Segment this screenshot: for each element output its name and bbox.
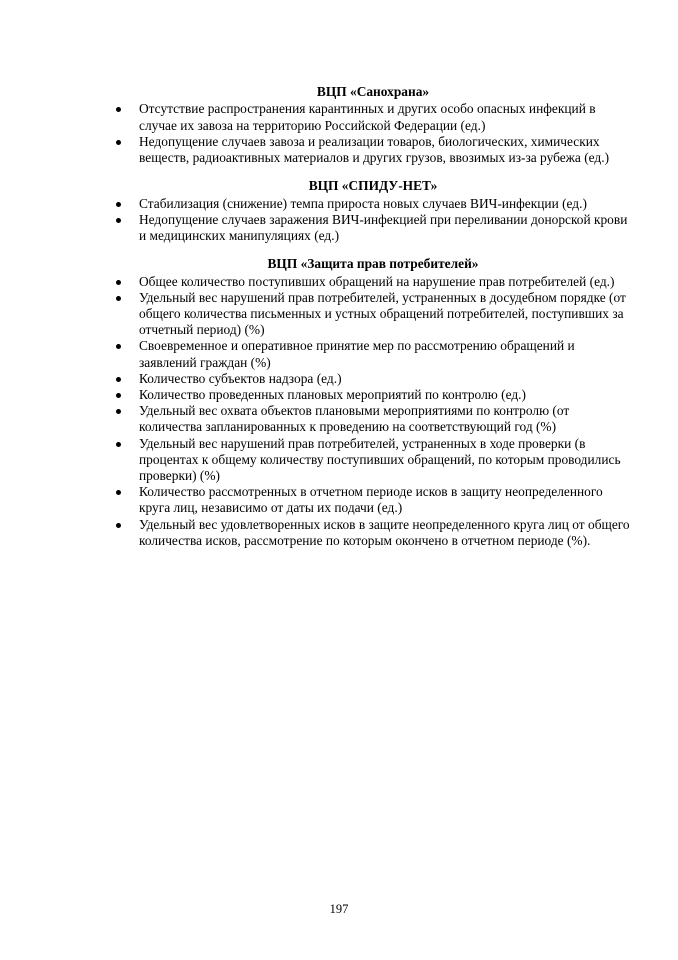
bullet-icon <box>116 377 121 382</box>
document-body <box>113 84 633 561</box>
list-item-text: Удельный вес удовлетворенных исков в защите неопределенного круга лиц от общего количества исков, рассмотрение по которым окончено в отчетном периоде (%). <box>139 516 630 548</box>
bullet-list <box>113 274 633 549</box>
list-item-text: Своевременное и оперативное принятие мер по рассмотрению обращений и заявлений граждан (%) <box>139 338 575 370</box>
list-item-text: Общее количество поступивших обращений на нарушение прав потребителей (ед.) <box>139 273 615 289</box>
list-item <box>113 371 633 387</box>
bullet-icon <box>116 107 121 112</box>
bullet-icon <box>116 409 121 414</box>
list-item <box>113 387 633 403</box>
bullet-list <box>113 196 633 245</box>
list-item <box>113 290 633 339</box>
bullet-icon <box>116 280 121 285</box>
list-item <box>113 134 633 166</box>
section-title: ВЦП «Защита прав потребителей» <box>267 256 479 272</box>
list-item <box>113 403 633 435</box>
list-item <box>113 517 633 549</box>
list-item-text: Стабилизация (снижение) темпа прироста новых случаев ВИЧ-инфекции (ед.) <box>139 195 587 211</box>
list-item-text: Количество рассмотренных в отчетном периоде исков в защиту неопределенного круга лиц, независимо от даты их подачи (ед.) <box>139 484 603 516</box>
section-sanokhrana <box>113 84 633 166</box>
list-item <box>113 196 633 212</box>
list-item-text: Количество проведенных плановых мероприятий по контролю (ед.) <box>139 387 526 403</box>
bullet-icon <box>116 296 121 301</box>
section-title: ВЦП «СПИДУ-НЕТ» <box>308 178 438 194</box>
bullet-icon <box>116 442 121 447</box>
list-item-text: Удельный вес нарушений прав потребителей, устраненных в ходе проверки (в процентах к общему количеству поступивших обращений, по которым проводились проверки) (%) <box>139 435 621 484</box>
list-item-text: Удельный вес нарушений прав потребителей, устраненных в досудебном порядке (от общего количества письменных и устных обращений потребителей, поступивших за отчетный период) (%) <box>139 289 626 338</box>
section-consumer-rights <box>113 256 633 549</box>
bullet-icon <box>116 393 121 398</box>
list-item-text: Отсутствие распространения карантинных и других особо опасных инфекций в случае их завоза на территорию Российской Федерации (ед.) <box>139 101 596 133</box>
list-item <box>113 101 633 133</box>
list-item-text: Недопущение случаев завоза и реализации товаров, биологических, химических веществ, радиоактивных материалов и других грузов, ввозимых из-за рубежа (ед.) <box>139 133 610 166</box>
list-item <box>113 436 633 485</box>
list-item-text: Количество субъектов надзора (ед.) <box>139 370 342 386</box>
list-item-text: Недопущение случаев заражения ВИЧ-инфекцией при переливании донорской крови и медицинских манипуляциях (ед.) <box>139 211 628 244</box>
list-item <box>113 338 633 370</box>
bullet-icon <box>116 218 121 223</box>
section-spidu-net <box>113 178 633 244</box>
bullet-icon <box>116 523 121 528</box>
section-title: ВЦП «Санохрана» <box>316 84 430 99</box>
bullet-icon <box>116 490 121 495</box>
bullet-list <box>113 101 633 166</box>
bullet-icon <box>116 140 121 145</box>
page-number: 197 <box>329 902 349 916</box>
bullet-icon <box>116 202 121 207</box>
list-item <box>113 212 633 244</box>
bullet-icon <box>116 344 121 349</box>
list-item <box>113 274 633 290</box>
list-item <box>113 484 633 516</box>
list-item-text: Удельный вес охвата объектов плановыми мероприятиями по контролю (от количества запланированных к проведению на соответствующий год (%) <box>139 403 570 435</box>
